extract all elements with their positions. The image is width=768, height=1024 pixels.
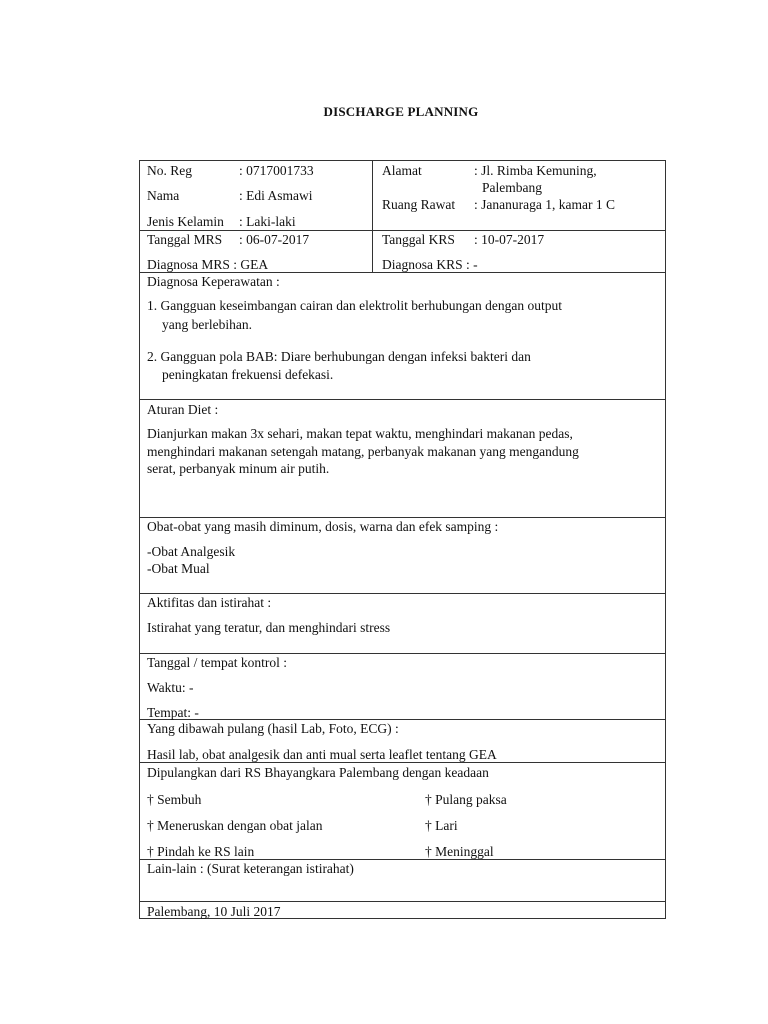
discharge-form-table [139,160,666,919]
option-pulang-paksa[interactable]: † Pulang paksa [425,792,507,807]
kontrol-heading: Tanggal / tempat kontrol : [147,655,288,670]
aturan-diet-line: Dianjurkan makan 3x sehari, makan tepat waktu, menghindari makanan pedas, [147,426,573,441]
aturan-diet-line: serat, perbanyak minum air putih. [147,461,330,476]
kontrol-tempat: Tempat: - [147,705,199,720]
option-meninggal[interactable]: † Meninggal [425,844,494,859]
aktifitas-heading: Aktifitas dan istirahat : [147,595,272,610]
jenis-kelamin-value: : Laki-laki [239,214,296,229]
nama-value: : Edi Asmawi [239,188,313,203]
aturan-diet-line: menghindari makanan setengah matang, perbanyak makanan yang mengandung [147,444,579,459]
row-divider [140,399,665,400]
diagnosa-keperawatan-heading: Diagnosa Keperawatan : [147,274,280,289]
diagnosa-item-1: 1. Gangguan keseimbangan cairan dan elektrolit berhubungan dengan output [147,298,562,313]
tanggal-krs-value: : 10-07-2017 [474,232,545,247]
tanggal-krs-label: Tanggal KRS [382,232,455,247]
obat-item: -Obat Mual [147,561,210,576]
jenis-kelamin-label: Jenis Kelamin [147,214,224,229]
lain-lain-text: Lain-lain : (Surat keterangan istirahat) [147,861,354,876]
diagnosa-mrs: Diagnosa MRS : GEA [147,257,269,272]
kontrol-waktu: Waktu: - [147,680,194,695]
alamat-label: Alamat [382,163,422,178]
option-lari[interactable]: † Lari [425,818,458,833]
keadaan-heading: Dipulangkan dari RS Bhayangkara Palembang dengan keadaan [147,765,489,780]
diagnosa-item-2-cont: peningkatan frekuensi defekasi. [162,367,334,382]
tanggal-mrs-value: : 06-07-2017 [239,232,310,247]
ruang-rawat-value: : Jananuraga 1, kamar 1 C [474,197,615,212]
tanggal-mrs-label: Tanggal MRS [147,232,223,247]
ruang-rawat-label: Ruang Rawat [382,197,456,212]
nama-label: Nama [147,188,180,203]
no-reg-value: : 0717001733 [239,163,314,178]
no-reg-label: No. Reg [147,163,192,178]
aktifitas-text: Istirahat yang teratur, dan menghindari stress [147,620,391,635]
diagnosa-item-2: 2. Gangguan pola BAB: Diare berhubungan dengan infeksi bakteri dan [147,349,531,364]
obat-item: -Obat Analgesik [147,544,236,559]
diagnosa-item-1-cont: yang berlebihan. [162,317,252,332]
option-pindah[interactable]: † Pindah ke RS lain [147,844,255,859]
option-meneruskan[interactable]: † Meneruskan dengan obat jalan [147,818,323,833]
aturan-diet-heading: Aturan Diet : [147,402,219,417]
obat-heading: Obat-obat yang masih diminum, dosis, warna dan efek samping : [147,519,499,534]
row-divider [140,901,665,902]
column-divider [372,161,373,272]
alamat-value: : Jl. Rimba Kemuning, [474,163,597,178]
place-date: Palembang, 10 Juli 2017 [147,904,281,919]
diagnosa-krs: Diagnosa KRS : - [382,257,478,272]
option-sembuh[interactable]: † Sembuh [147,792,202,807]
document-title: DISCHARGE PLANNING [323,104,479,119]
alamat-value-city: Palembang [482,180,542,195]
dibawa-pulang-heading: Yang dibawah pulang (hasil Lab, Foto, ECG) : [147,721,399,736]
dibawa-pulang-text: Hasil lab, obat analgesik dan anti mual serta leaflet tentang GEA [147,747,497,762]
